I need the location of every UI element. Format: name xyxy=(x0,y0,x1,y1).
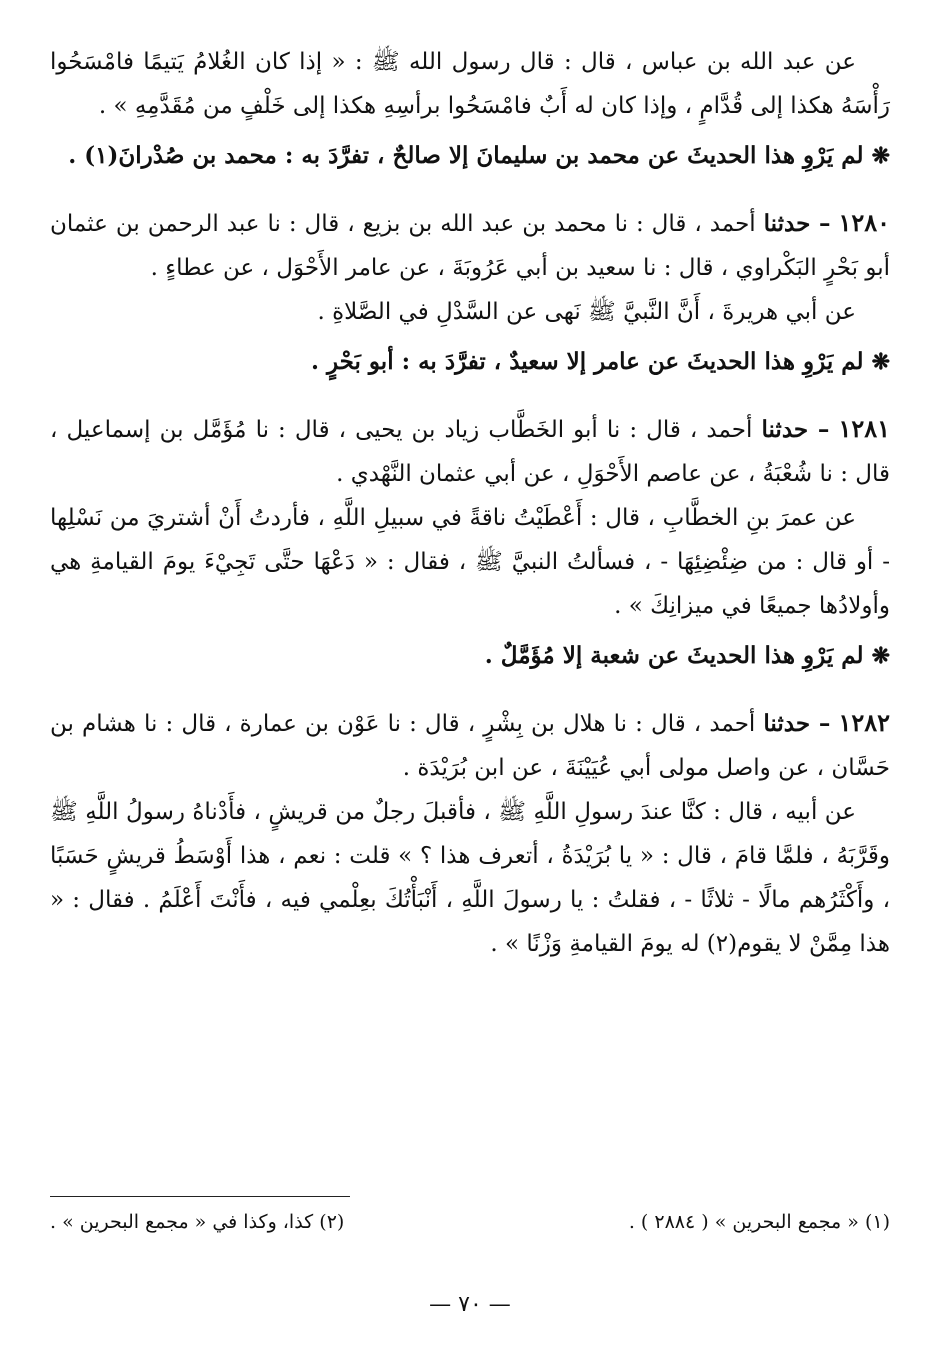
isnad-text: أحمد ، قال : نا هلال بن بِشْرٍ ، قال : نا عَوْن بن عمارة ، قال : نا هشام بن حَسَّان ، عن واصل مولى أبي عُيَيْنَةَ ، عن ابن بُرَيْدَة . xyxy=(50,711,890,781)
hadith-number: ١٢٨٢ xyxy=(838,708,891,737)
hadith-text: عن عمرَ بنِ الخطَّابِ ، قال : أَعْطَيْتُ ناقةً في سبيلِ اللَّهِ ، فأردتُ أَنْ أشتريَ من نَسْلِها - أو قال : من ضِئْضِئِهَا - ، فسألتُ النبيَّ ﷺ ، فقال : « دَعْهَا حتَّى تَجِيْءَ يومَ القيامةِ هي وأولادُها جميعًا في ميزانِكَ » . xyxy=(50,505,890,619)
commentary-note xyxy=(50,134,890,178)
isnad-paragraph: ١٢٨٠ – حدثنا أحمد ، قال : نا محمد بن عبد الله بن بزيع ، قال : نا عبد الرحمن بن عثمان أبو بَحْرٍ البَكْراوي ، قال : نا سعيد بن أبي عَرُوبَةَ ، عن عامر الأَحْوَل ، عن عطاءٍ . xyxy=(50,208,891,281)
isnad-text: أحمد ، قال : نا أبو الخَطَّاب زياد بن يحيى ، قال : نا مُؤَمَّل بن إسماعيل ، قال : نا شُعْبَةُ ، عن عاصم الأَحْوَلِ ، عن أبي عثمان النَّهْدي . xyxy=(50,417,890,487)
isnad-text: أحمد ، قال : نا محمد بن عبد الله بن بزيع ، قال : نا عبد الرحمن بن عثمان أبو بَحْرٍ البَكْراوي ، قال : نا سعيد بن أبي عَرُوبَةَ ، عن عامر الأَحْوَل ، عن عطاءٍ . xyxy=(50,211,890,281)
commentary-note xyxy=(50,340,890,384)
note-text: لم يَرْوِ هذا الحديثَ عن شعبة إلا مُؤَمَّلٌ . xyxy=(484,642,864,669)
note-text: لم يَرْوِ هذا الحديثَ عن محمد بن سليمانَ إلا صالحٌ ، تفرَّدَ به : محمد بن صُدْرانَ(١) . xyxy=(68,142,864,169)
footnotes xyxy=(50,1208,890,1236)
note-marker-icon: ❋ xyxy=(871,143,890,169)
note-text: لم يَرْوِ هذا الحديثَ عن عامر إلا سعيدٌ ، تفرَّدَ به : أبو بَحْرٍ . xyxy=(310,348,864,375)
isnad-paragraph: ١٢٨٢ – حدثنا أحمد ، قال : نا هلال بن بِشْرٍ ، قال : نا عَوْن بن عمارة ، قال : نا هشام بن حَسَّان ، عن واصل مولى أبي عُيَيْنَةَ ، عن ابن بُرَيْدَة . xyxy=(50,708,891,781)
note-marker-icon: ❋ xyxy=(871,643,890,669)
isnad-paragraph: ١٢٨١ – حدثنا أحمد ، قال : نا أبو الخَطَّاب زياد بن يحيى ، قال : نا مُؤَمَّل بن إسماعيل ، قال : نا شُعْبَةُ ، عن عاصم الأَحْوَلِ ، عن أبي عثمان النَّهْدي . xyxy=(50,414,890,487)
isnad-lead: حدثنا xyxy=(763,710,811,737)
note-marker-icon: ❋ xyxy=(871,349,890,375)
hadith-text: عن عبد الله بن عباس ، قال : قال رسول الله ﷺ : « إذا كان الغُلامُ يَتيمًا فامْسَحُوا رَأْسَهُ هكذا إلى قُدَّامٍ ، وإذا كان له أَبٌ فامْسَحُوا برأسِهِ هكذا إلى خَلْفٍ من مُقَدَّمِهِ » . xyxy=(50,49,890,119)
hadith-number: ١٢٨١ xyxy=(838,414,890,443)
isnad-lead: حدثنا xyxy=(763,210,811,237)
isnad-lead: حدثنا xyxy=(761,416,809,443)
commentary-note xyxy=(50,634,890,678)
hadith-number: ١٢٨٠ xyxy=(838,208,891,237)
page-number: — ٧٠ — xyxy=(429,1292,511,1317)
footnote-2: (٢) كذا، وكذا في « مجمع البحرين » . xyxy=(50,1211,345,1233)
hadith-text: عن أبيه ، قال : كنَّا عندَ رسولِ اللَّهِ ﷺ ، فأقبلَ رجلٌ من قريشٍ ، فأَدْناهُ رسولُ اللَّهِ ﷺ وقَرَّبَهُ ، فلمَّا قامَ ، قال : « يا بُرَيْدَةُ ، أتعرف هذا ؟ » قلت : نعم ، هذا أَوْسَطُ قريشٍ حَسَبًا ، وأَكْثَرُهم مالًا - ثلاثًا - ، فقلتُ : يا رسولَ اللَّهِ ، أَنْبَأْتُكَ بعِلْمي فيه ، فأَنْتَ أَعْلَمُ . فقال : « هذا مِمَّنْ لا يقوم(٢) له يومَ القيامةِ وَزْنًا » . xyxy=(50,799,890,957)
footnote-1: (١) « مجمع البحرين » ( ٢٨٨٤ ) . xyxy=(628,1211,890,1233)
footnote-separator xyxy=(50,1196,350,1197)
hadith-text: عن أبي هريرةَ ، أَنَّ النَّبيَّ ﷺ نَهى عن السَّدْلِ في الصَّلاةِ . xyxy=(317,299,856,325)
